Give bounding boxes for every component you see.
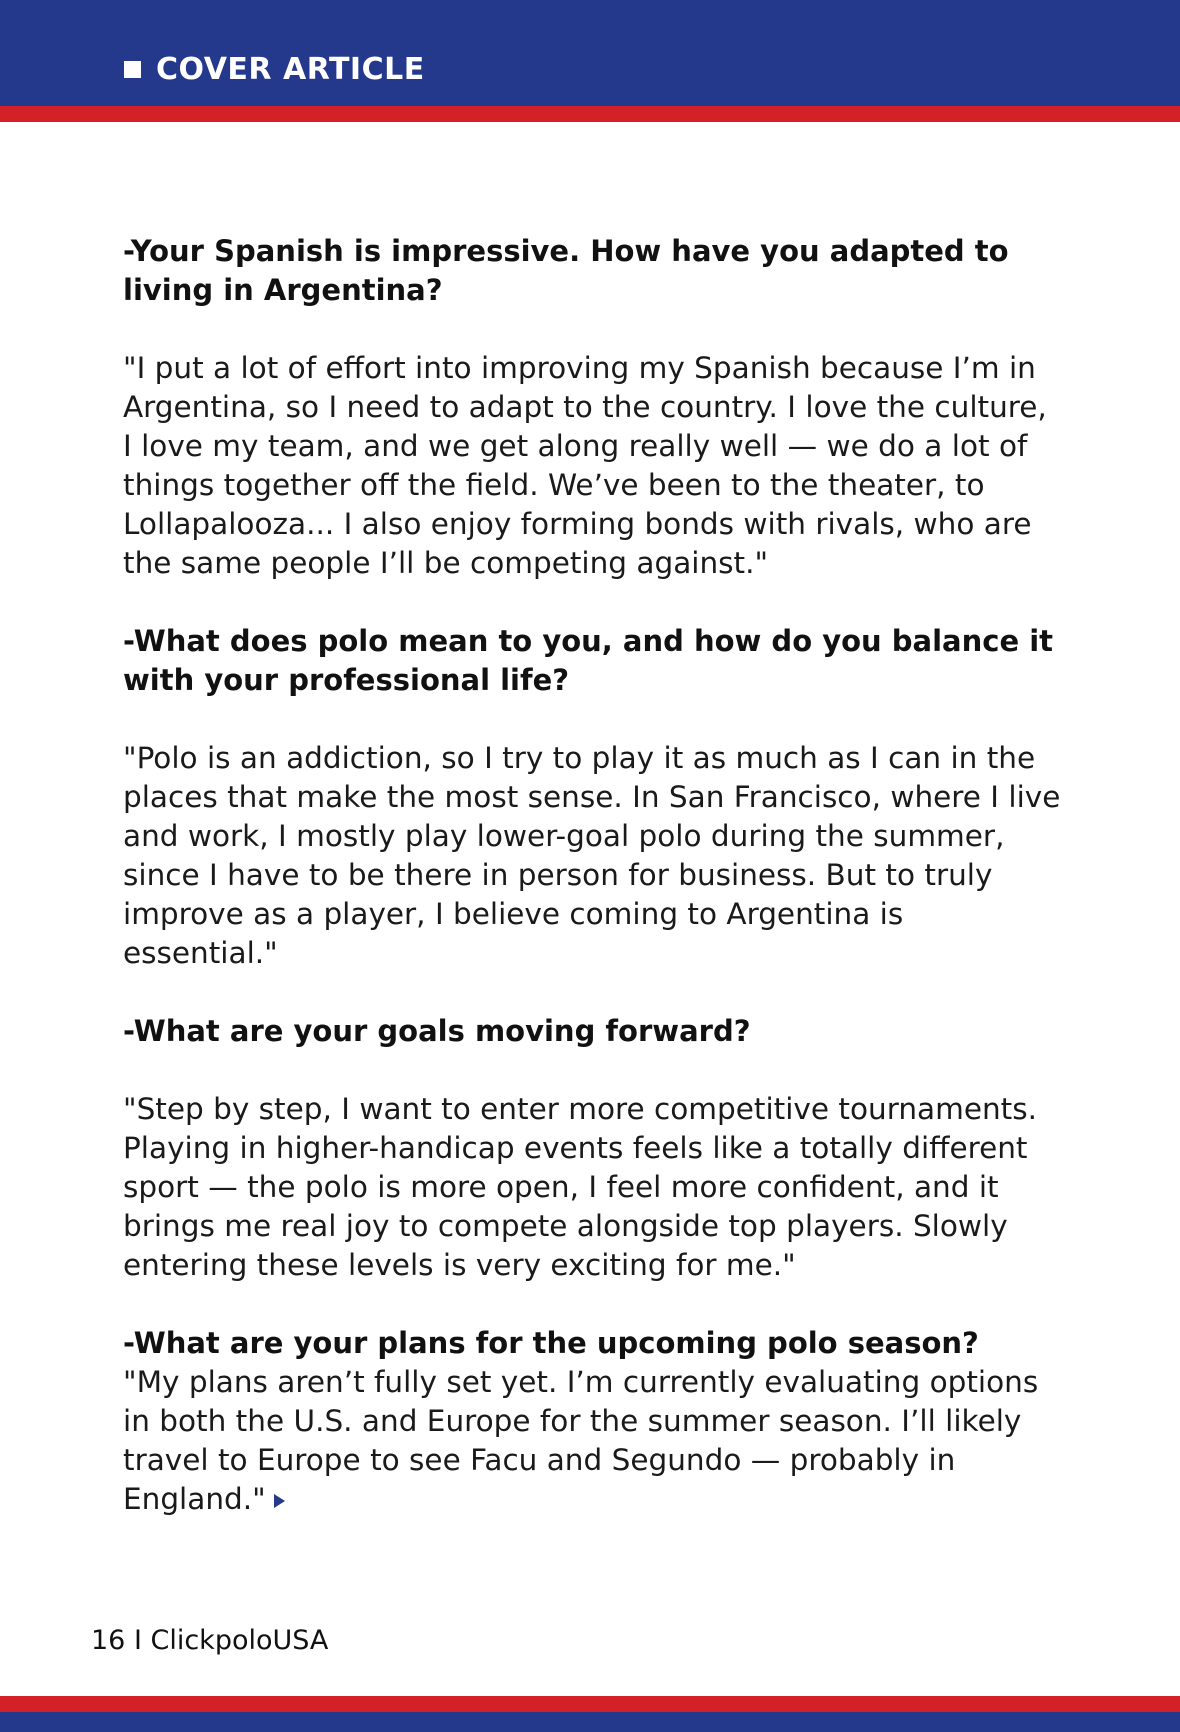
page-footer: 16 I ClickpoloUSA <box>91 1625 329 1656</box>
answer-3: "Step by step, I want to enter more competitive tournaments. Playing in higher-handicap events feels like a totally different sport — the polo is more open, I feel more confident, and it brings me real joy to compete alongside top players. Slowly entering these levels is very exciting for me." <box>123 1092 1037 1282</box>
footer-stripe <box>0 1696 1180 1712</box>
section-label <box>124 52 425 87</box>
section-label-text: COVER ARTICLE <box>156 52 425 87</box>
question-2: -What does polo mean to you, and how do you balance it with your professional life? <box>123 624 1054 697</box>
end-of-article-icon <box>274 1494 285 1508</box>
answer-2: "Polo is an addiction, so I try to play it as much as I can in the places that make the most sense. In San Francisco, where I live and work, I mostly play lower-goal polo during the summer, since I have to be there in person for business. But to truly improve as a player, I believe coming to Argentina is essential." <box>123 741 1061 970</box>
answer-1: "I put a lot of effort into improving my Spanish because I’m in Argentina, so I need to adapt to the country. I love the culture, I love my team, and we get along really well — we do a lot of things together off the field. We’ve been to the theater, to Lollapalooza... I also enjoy forming bonds with rivals, who are the same people I’ll be competing against." <box>123 351 1047 580</box>
square-bullet-icon <box>124 61 141 78</box>
answer-4-wrapper <box>123 1363 1083 1519</box>
article-body <box>123 232 1083 1519</box>
header-stripe <box>0 106 1180 122</box>
question-4: -What are your plans for the upcoming polo season? <box>123 1326 979 1360</box>
footer-band <box>0 1712 1180 1732</box>
question-3: -What are your goals moving forward? <box>123 1014 751 1048</box>
answer-4: "My plans aren’t fully set yet. I’m currently evaluating options in both the U.S. and Europe for the summer season. I’ll likely travel to Europe to see Facu and Segundo — probably in England." <box>123 1365 1039 1516</box>
question-1: -Your Spanish is impressive. How have you adapted to living in Argentina? <box>123 234 1009 307</box>
